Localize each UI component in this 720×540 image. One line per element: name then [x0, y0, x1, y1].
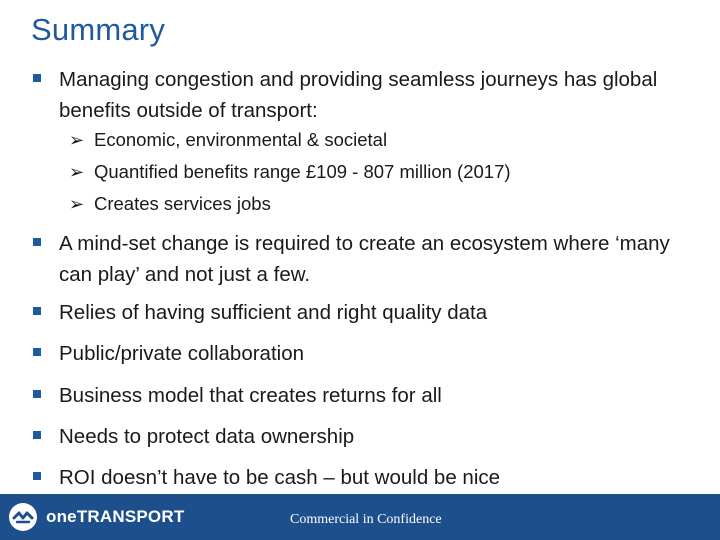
bullet-item	[59, 297, 699, 328]
sub-bullet-text: Quantified benefits range £109 - 807 million (2017)	[94, 161, 511, 182]
sub-bullet-text: Economic, environmental & societal	[94, 129, 388, 150]
arrow-bullet-icon: ➢	[69, 162, 85, 182]
confidentiality-label: Commercial in Confidence	[290, 512, 442, 527]
bullet-text: Business model that creates returns for all	[59, 384, 442, 407]
footer-bar	[0, 494, 720, 540]
bullet-item	[59, 462, 699, 493]
onetransport-logo-icon	[8, 502, 38, 532]
arrow-bullet-icon: ➢	[69, 130, 85, 150]
square-bullet-icon	[33, 238, 41, 246]
onetransport-logo	[8, 502, 184, 532]
bullet-text: ROI doesn’t have to be cash – but would be nice	[59, 466, 501, 489]
sub-bullet-item	[69, 192, 694, 216]
logo-text: oneTRANSPORT	[46, 507, 185, 526]
square-bullet-icon	[33, 307, 41, 315]
square-bullet-icon	[33, 348, 41, 356]
bullet-item	[59, 228, 699, 290]
bullet-item	[59, 64, 699, 126]
sub-bullet-text: Creates services jobs	[94, 193, 271, 214]
slide-title: Summary	[31, 12, 166, 47]
bullet-item	[59, 380, 699, 411]
square-bullet-icon	[33, 431, 41, 439]
bullet-text: Needs to protect data ownership	[59, 425, 355, 448]
bullet-text: A mind-set change is required to create an ecosystem where ‘many can play’ and not just a few.	[59, 232, 670, 286]
arrow-bullet-icon: ➢	[69, 194, 85, 214]
sub-bullet-item	[69, 128, 694, 152]
square-bullet-icon	[33, 390, 41, 398]
square-bullet-icon	[33, 472, 41, 480]
bullet-item	[59, 338, 699, 369]
bullet-text: Relies of having sufficient and right quality data	[59, 301, 488, 324]
bullet-text: Managing congestion and providing seamless journeys has global benefits outside of transport:	[59, 68, 658, 122]
sub-bullet-item	[69, 160, 694, 184]
square-bullet-icon	[33, 74, 41, 82]
bullet-item	[59, 421, 699, 452]
bullet-text: Public/private collaboration	[59, 342, 304, 365]
